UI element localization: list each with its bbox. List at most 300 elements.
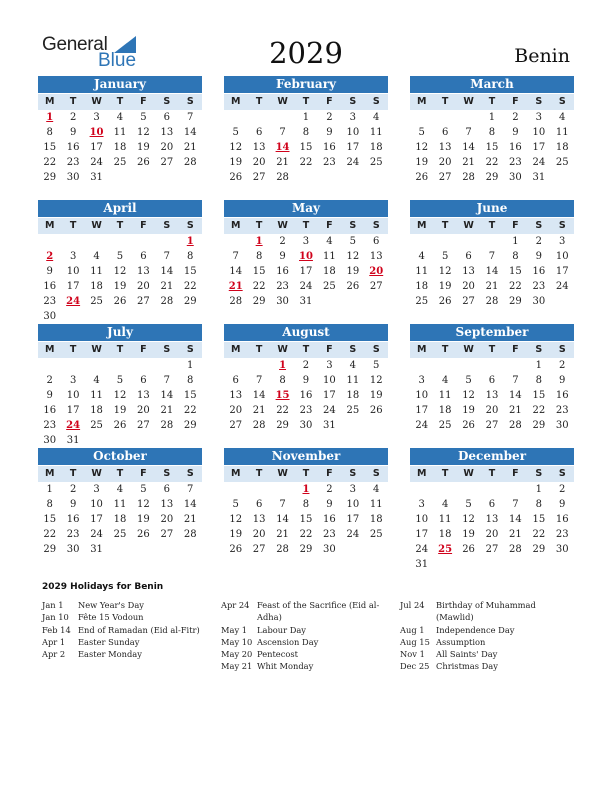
day-cell: 15 — [183, 390, 197, 401]
weekday-label: M — [44, 220, 55, 231]
day-cell: 24 — [90, 157, 103, 168]
day-cell: 8 — [488, 127, 496, 138]
day-cell: 5 — [465, 375, 472, 386]
day-cell: 2 — [302, 360, 310, 371]
holiday-entry — [221, 648, 391, 660]
day-cell: 25 — [415, 296, 429, 307]
day-cell: 20 — [438, 157, 452, 168]
weekday-label: T — [441, 344, 449, 355]
day-cell: 13 — [229, 390, 243, 401]
weekday-label: S — [372, 344, 380, 355]
weekday-label: S — [186, 468, 194, 479]
day-grid — [410, 358, 574, 433]
day-cell: 9 — [326, 127, 333, 138]
month-may — [224, 200, 388, 309]
holiday-entry — [42, 599, 212, 611]
weekday-label: M — [230, 220, 241, 231]
day-cell: 18 — [415, 281, 429, 292]
weekday-label: M — [416, 344, 427, 355]
month-april — [38, 200, 202, 324]
weekday-label: S — [163, 468, 171, 479]
day-cell: 16 — [276, 266, 289, 277]
day-cell: 29 — [276, 420, 289, 431]
holiday-name: Assumption — [436, 636, 486, 647]
holiday-date: May 1 — [221, 624, 248, 635]
empty-day-cell — [410, 482, 433, 497]
day-cell: 29 — [43, 172, 57, 183]
day-cell: 30 — [555, 420, 569, 431]
day-cell: 27 — [485, 420, 499, 431]
day-cell: 4 — [326, 236, 333, 247]
day-cell: 25 — [323, 281, 336, 292]
day-cell: 1 — [187, 360, 194, 371]
empty-day-cell — [433, 482, 456, 497]
weekday-label: S — [558, 96, 566, 107]
weekday-label: F — [326, 344, 333, 355]
day-cell: 9 — [559, 499, 566, 510]
day-cell: 18 — [369, 142, 383, 153]
day-cell: 27 — [160, 529, 174, 540]
empty-day-cell — [457, 358, 480, 373]
day-cell: 4 — [418, 251, 425, 262]
weekday-label: M — [230, 96, 241, 107]
weekday-label: T — [116, 344, 124, 355]
day-cell: 10 — [346, 499, 360, 510]
day-cell: 7 — [279, 127, 286, 138]
weekday-label: S — [372, 220, 380, 231]
day-cell: 25 — [438, 420, 452, 431]
day-cell: 3 — [559, 236, 566, 247]
day-cell: 29 — [532, 420, 546, 431]
empty-day-cell — [480, 234, 503, 249]
day-cell: 13 — [252, 514, 266, 525]
weekday-label: F — [140, 344, 147, 355]
day-cell: 14 — [276, 514, 289, 525]
empty-day-cell — [38, 358, 61, 373]
weekday-label: S — [163, 96, 171, 107]
day-cell: 2 — [559, 360, 566, 371]
holiday-date: Apr 24 — [221, 600, 250, 610]
day-cell: 13 — [160, 499, 174, 510]
day-cell: 22 — [43, 157, 57, 168]
day-cell: 20 — [252, 529, 266, 540]
day-cell: 21 — [462, 157, 475, 168]
holiday-entry — [400, 599, 570, 624]
day-cell: 1 — [46, 484, 53, 495]
holidays-column — [221, 599, 391, 673]
day-cell: 24 — [532, 157, 546, 168]
day-cell: 23 — [299, 405, 313, 416]
day-grid — [38, 110, 202, 185]
day-cell: 12 — [137, 499, 150, 510]
day-cell: 20 — [137, 405, 150, 416]
day-cell: 10 — [323, 375, 336, 386]
day-cell: 29 — [532, 544, 546, 555]
holiday-entry — [221, 624, 391, 636]
day-cell: 2 — [326, 484, 333, 495]
day-cell: 9 — [559, 375, 566, 386]
empty-day-cell — [457, 110, 480, 125]
holiday-day-cell: 20 — [369, 266, 384, 277]
day-cell: 21 — [509, 405, 522, 416]
day-cell: 3 — [93, 484, 100, 495]
day-cell: 4 — [373, 112, 380, 123]
holiday-day-cell: 1 — [279, 360, 287, 371]
day-cell: 26 — [346, 281, 360, 292]
day-cell: 13 — [438, 142, 452, 153]
month-december — [410, 448, 574, 572]
weekday-label: T — [441, 96, 449, 107]
weekday-label: S — [163, 344, 171, 355]
holiday-date: Apr 2 — [42, 649, 66, 660]
day-cell: 7 — [163, 251, 170, 262]
day-cell: 20 — [137, 281, 150, 292]
day-cell: 23 — [555, 529, 569, 540]
day-cell: 24 — [415, 544, 429, 555]
holidays-title: 2029 Holidays for Benin — [42, 582, 164, 592]
day-cell: 7 — [187, 112, 194, 123]
weekday-label: S — [349, 96, 357, 107]
day-cell: 31 — [323, 420, 336, 431]
day-cell: 26 — [438, 296, 452, 307]
day-cell: 17 — [323, 390, 336, 401]
empty-day-cell — [480, 482, 503, 497]
day-cell: 23 — [66, 157, 80, 168]
day-cell: 19 — [137, 514, 150, 525]
day-cell: 18 — [90, 405, 103, 416]
day-cell: 12 — [438, 266, 452, 277]
day-cell: 18 — [555, 142, 569, 153]
weekday-label: S — [535, 468, 543, 479]
day-cell: 29 — [43, 544, 57, 555]
day-cell: 30 — [276, 296, 289, 307]
day-cell: 11 — [90, 390, 103, 401]
day-cell: 2 — [512, 112, 519, 123]
day-cell: 9 — [535, 251, 542, 262]
weekday-header-row — [410, 218, 574, 234]
holiday-day-cell: 10 — [299, 251, 313, 262]
day-cell: 10 — [415, 514, 429, 525]
holiday-entry — [221, 660, 391, 672]
weekday-label: S — [372, 468, 380, 479]
day-cell: 31 — [90, 172, 103, 183]
day-cell: 11 — [113, 499, 127, 510]
empty-day-cell — [61, 358, 84, 373]
month-header: June — [410, 200, 574, 217]
day-cell: 24 — [415, 420, 429, 431]
day-cell: 3 — [69, 251, 77, 262]
day-cell: 23 — [43, 420, 57, 431]
day-cell: 6 — [255, 127, 263, 138]
holiday-date: May 21 — [221, 661, 253, 672]
day-grid — [224, 358, 388, 433]
day-cell: 10 — [346, 127, 360, 138]
day-cell: 3 — [349, 112, 356, 123]
day-cell: 11 — [415, 266, 429, 277]
day-cell: 11 — [555, 127, 569, 138]
day-cell: 21 — [183, 142, 197, 153]
day-cell: 19 — [113, 281, 127, 292]
month-header: April — [38, 200, 202, 217]
empty-day-cell — [224, 482, 247, 497]
day-cell: 28 — [462, 172, 475, 183]
day-cell: 11 — [113, 127, 127, 138]
day-cell: 8 — [279, 375, 286, 386]
weekday-label: W — [463, 344, 474, 355]
day-cell: 26 — [462, 420, 475, 431]
day-cell: 22 — [509, 281, 522, 292]
day-cell: 28 — [160, 420, 174, 431]
day-cell: 23 — [323, 529, 336, 540]
holiday-date: Nov 1 — [400, 649, 425, 660]
day-cell: 25 — [90, 420, 103, 431]
weekday-label: F — [512, 220, 519, 231]
weekday-label: T — [69, 96, 77, 107]
day-cell: 16 — [299, 390, 313, 401]
day-cell: 11 — [323, 251, 336, 262]
day-cell: 5 — [465, 499, 472, 510]
weekday-label: W — [91, 344, 102, 355]
day-cell: 25 — [113, 157, 127, 168]
day-cell: 27 — [137, 420, 150, 431]
weekday-label: S — [535, 344, 543, 355]
day-cell: 9 — [46, 390, 53, 401]
day-cell: 10 — [532, 127, 546, 138]
weekday-label: T — [441, 468, 449, 479]
day-grid — [38, 482, 202, 557]
day-cell: 3 — [349, 484, 356, 495]
day-cell: 2 — [535, 236, 542, 247]
month-header: November — [224, 448, 388, 465]
day-cell: 23 — [555, 405, 569, 416]
day-cell: 19 — [462, 529, 475, 540]
day-cell: 27 — [252, 544, 266, 555]
holiday-name: Christmas Day — [436, 661, 498, 672]
day-cell: 7 — [255, 375, 263, 386]
day-cell: 12 — [462, 514, 475, 525]
day-cell: 28 — [276, 172, 289, 183]
day-cell: 13 — [252, 142, 266, 153]
day-cell: 8 — [255, 251, 263, 262]
day-cell: 3 — [326, 360, 333, 371]
weekday-label: W — [91, 468, 102, 479]
day-cell: 13 — [137, 390, 150, 401]
day-cell: 28 — [183, 157, 197, 168]
day-grid — [38, 234, 202, 324]
day-cell: 2 — [69, 484, 77, 495]
weekday-label: F — [326, 220, 333, 231]
day-cell: 29 — [183, 420, 197, 431]
weekday-label: M — [44, 344, 55, 355]
day-cell: 14 — [252, 390, 266, 401]
weekday-label: F — [140, 468, 147, 479]
holiday-day-cell: 24 — [66, 420, 81, 431]
day-cell: 22 — [532, 405, 546, 416]
day-cell: 3 — [535, 112, 542, 123]
day-cell: 24 — [299, 281, 313, 292]
day-cell: 5 — [441, 251, 449, 262]
holiday-day-cell: 21 — [228, 281, 243, 292]
weekday-label: F — [512, 344, 519, 355]
day-cell: 13 — [137, 266, 150, 277]
empty-day-cell — [247, 110, 270, 125]
day-cell: 2 — [326, 112, 333, 123]
day-cell: 5 — [116, 375, 124, 386]
day-cell: 17 — [90, 142, 103, 153]
day-grid — [410, 110, 574, 185]
day-cell: 4 — [116, 484, 124, 495]
day-cell: 2 — [559, 484, 566, 495]
day-cell: 5 — [116, 251, 124, 262]
empty-day-cell — [433, 110, 456, 125]
weekday-label: S — [186, 220, 194, 231]
month-header: May — [224, 200, 388, 217]
day-cell: 28 — [183, 529, 197, 540]
day-cell: 6 — [488, 375, 496, 386]
weekday-label: S — [349, 220, 357, 231]
day-cell: 17 — [346, 142, 360, 153]
day-cell: 4 — [349, 360, 356, 371]
day-cell: 26 — [229, 544, 243, 555]
day-cell: 11 — [90, 266, 103, 277]
day-cell: 22 — [485, 157, 499, 168]
day-cell: 10 — [66, 266, 80, 277]
weekday-header-row — [410, 342, 574, 358]
day-cell: 18 — [90, 281, 103, 292]
day-cell: 11 — [346, 375, 360, 386]
weekday-header-row — [224, 342, 388, 358]
day-cell: 5 — [373, 360, 380, 371]
day-cell: 12 — [346, 251, 360, 262]
holiday-name: Independence Day — [436, 624, 515, 635]
day-cell: 24 — [555, 281, 569, 292]
day-cell: 3 — [93, 112, 100, 123]
empty-day-cell — [85, 358, 108, 373]
day-cell: 15 — [509, 266, 522, 277]
day-cell: 7 — [163, 375, 170, 386]
calendar-country: Benin — [514, 45, 570, 67]
day-grid — [410, 234, 574, 309]
empty-day-cell — [38, 234, 61, 249]
weekday-label: S — [163, 220, 171, 231]
holiday-name: All Saints' Day — [436, 649, 498, 660]
day-cell: 17 — [66, 405, 80, 416]
day-cell: 16 — [323, 514, 336, 525]
holidays-column — [42, 599, 212, 660]
day-cell: 16 — [323, 142, 336, 153]
day-cell: 4 — [559, 112, 566, 123]
empty-day-cell — [271, 482, 294, 497]
day-cell: 29 — [509, 296, 522, 307]
day-cell: 1 — [535, 484, 542, 495]
month-header: September — [410, 324, 574, 341]
day-cell: 6 — [441, 127, 449, 138]
day-cell: 21 — [252, 405, 266, 416]
day-cell: 19 — [229, 529, 243, 540]
weekday-label: W — [91, 220, 102, 231]
day-cell: 14 — [160, 266, 174, 277]
holiday-entry — [42, 636, 212, 648]
day-cell: 14 — [485, 266, 499, 277]
holiday-name: Birthday of Muhammad (Mawlid) — [436, 600, 536, 623]
month-february — [224, 76, 388, 185]
day-cell: 6 — [465, 251, 472, 262]
month-header: January — [38, 76, 202, 93]
holiday-day-cell: 1 — [255, 236, 263, 247]
empty-day-cell — [61, 234, 84, 249]
day-cell: 9 — [512, 127, 519, 138]
day-cell: 21 — [276, 157, 289, 168]
day-cell: 18 — [113, 514, 127, 525]
weekday-label: F — [326, 468, 333, 479]
day-cell: 14 — [229, 266, 243, 277]
holiday-entry — [221, 599, 391, 624]
day-cell: 19 — [346, 266, 360, 277]
day-cell: 26 — [369, 405, 383, 416]
day-cell: 9 — [46, 266, 53, 277]
day-cell: 24 — [346, 157, 360, 168]
day-cell: 22 — [299, 157, 313, 168]
day-cell: 4 — [373, 484, 380, 495]
day-cell: 26 — [137, 157, 150, 168]
day-cell: 31 — [532, 172, 546, 183]
holiday-name: Feast of the Sacrifice (Eid al-Adha) — [257, 600, 380, 623]
day-cell: 15 — [532, 390, 546, 401]
day-cell: 6 — [140, 375, 147, 386]
day-cell: 6 — [232, 375, 239, 386]
weekday-label: T — [255, 220, 263, 231]
weekday-label: T — [255, 344, 263, 355]
weekday-label: M — [230, 468, 241, 479]
empty-day-cell — [108, 234, 131, 249]
day-cell: 6 — [163, 112, 170, 123]
month-june — [410, 200, 574, 309]
day-cell: 19 — [113, 405, 127, 416]
day-cell: 8 — [187, 251, 194, 262]
weekday-label: M — [416, 96, 427, 107]
day-cell: 13 — [485, 390, 499, 401]
day-cell: 12 — [229, 142, 243, 153]
day-cell: 6 — [140, 251, 147, 262]
day-cell: 8 — [46, 499, 53, 510]
day-cell: 17 — [415, 405, 429, 416]
day-cell: 21 — [160, 281, 174, 292]
month-header: February — [224, 76, 388, 93]
weekday-label: T — [488, 468, 496, 479]
holiday-name: Labour Day — [257, 624, 306, 635]
month-header: August — [224, 324, 388, 341]
day-cell: 7 — [465, 127, 472, 138]
day-cell: 6 — [488, 499, 496, 510]
day-cell: 1 — [535, 360, 542, 371]
day-cell: 26 — [137, 529, 150, 540]
day-cell: 4 — [441, 499, 449, 510]
day-cell: 2 — [46, 375, 53, 386]
day-cell: 10 — [555, 251, 569, 262]
weekday-label: T — [116, 468, 124, 479]
day-cell: 30 — [555, 544, 569, 555]
day-cell: 9 — [326, 499, 333, 510]
holiday-entry — [221, 636, 391, 648]
empty-day-cell — [410, 110, 433, 125]
brand-blue-text: Blue — [98, 50, 137, 71]
month-october — [38, 448, 202, 557]
day-grid — [224, 482, 388, 557]
day-cell: 28 — [229, 296, 243, 307]
empty-day-cell — [224, 110, 247, 125]
day-cell: 4 — [93, 251, 100, 262]
day-cell: 9 — [69, 127, 77, 138]
